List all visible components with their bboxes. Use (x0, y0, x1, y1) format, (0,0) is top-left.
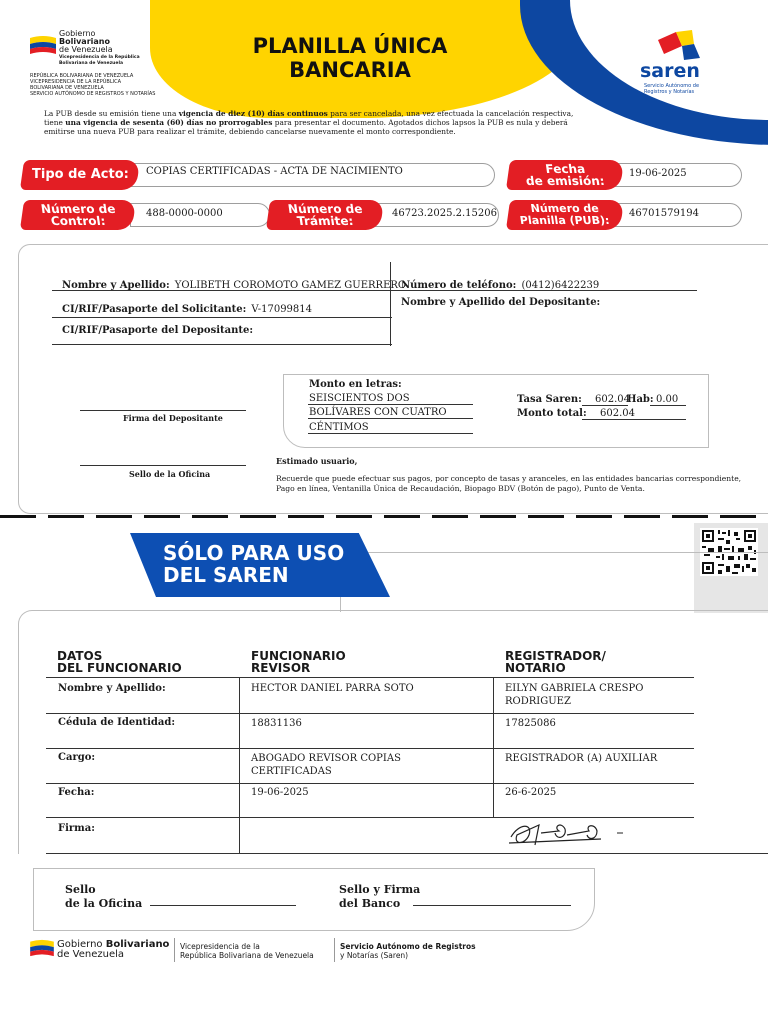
gov-logo-line2: Bolivariano (59, 37, 110, 46)
tipo-acto-label: Tipo de Acto: (20, 160, 140, 190)
saren-sub1: Servicio Autónomo de (644, 83, 700, 89)
footer-vice-2: República Bolivariana de Venezuela (180, 951, 314, 960)
uso-saren-title (163, 542, 344, 586)
row-firma-label: Firma: (58, 823, 95, 834)
tasa-label: Tasa Saren: (517, 394, 582, 405)
footer-gov-bold: Bolivariano (105, 939, 170, 950)
inst-line-4: SERVICIO AUTÓNOMO DE REGISTROS Y NOTARÍAS (30, 91, 156, 97)
total-label: Monto total: (517, 408, 587, 419)
notice-part2: para ser cancelada, una vez efectuada la cancelación respectiva, tiene (44, 109, 574, 127)
footer-saren (340, 942, 476, 960)
hab-value: 0.00 (656, 394, 679, 405)
title-line2: BANCARIA (289, 58, 411, 82)
inst-line-3: BOLIVARIANA DE VENEZUELA (30, 85, 104, 91)
saren-frame (340, 552, 768, 612)
notice-bold1: vigencia de diez (10) días continuos (178, 109, 328, 118)
col-head-revisor-1: FUNCIONARIO (251, 649, 346, 663)
row-fecha-registrador: 26-6-2025 (505, 787, 557, 798)
footer-saren-1: Servicio Autónomo de Registros (340, 942, 476, 951)
gov-logo-sub1: Vicepresidencia de la República (59, 55, 140, 60)
row-nombre-label: Nombre y Apellido: (58, 683, 166, 694)
col-head-registrador-1: REGISTRADOR/ (505, 649, 606, 663)
saren-sub2: Registros y Notarías (644, 89, 695, 95)
row-cargo-revisor: ABOGADO REVISOR COPIAS CERTIFICADAS (251, 753, 401, 777)
footer-flag-icon (30, 938, 54, 958)
total-value: 602.04 (600, 408, 635, 419)
telefono-label: Número de teléfono: (401, 280, 517, 291)
footer-gov-1: Gobierno (57, 939, 106, 950)
control-value: 488-0000-0000 (146, 208, 223, 219)
sello-oficina-2: de la Oficina (65, 897, 143, 910)
sello-oficina-line (80, 465, 246, 466)
sello-oficina-block (65, 883, 142, 911)
inst-line-1: REPÚBLICA BOLIVARIANA DE VENEZUELA (30, 73, 134, 79)
gov-logo-line1: Gobierno (59, 29, 96, 38)
fecha-value: 19-06-2025 (629, 168, 687, 179)
saren-logo (640, 30, 730, 100)
sello-oficina-label: Sello de la Oficina (129, 469, 211, 479)
monto-letras-label: Monto en letras: (309, 379, 402, 390)
registrador-signature (505, 815, 625, 853)
uso-saren-line1: SÓLO PARA USO (163, 541, 345, 565)
institution-lines (30, 73, 155, 97)
gov-logo (30, 30, 140, 70)
firma-depositante-line (80, 410, 246, 411)
col-head-registrador-2: NOTARIO (505, 661, 566, 675)
firma-depositante-label: Firma del Depositante (123, 413, 223, 423)
hab-label: Hab: (627, 394, 654, 405)
sello-banco-1: Sello y Firma (339, 883, 421, 896)
saren-name: saren (640, 60, 700, 82)
ci-solicitante-value: V-17099814 (251, 304, 313, 315)
footer-gov-2: de Venezuela (57, 949, 125, 960)
footer-vice (180, 942, 314, 960)
row-nombre-revisor: HECTOR DANIEL PARRA SOTO (251, 683, 414, 694)
col-head-datos-1: DATOS (57, 649, 103, 663)
depositante-ci-label: CI/RIF/Pasaporte del Depositante: (62, 325, 254, 336)
nombre-label: Nombre y Apellido: (62, 280, 170, 291)
sello-oficina-1: Sello (65, 883, 96, 896)
row-fecha-label: Fecha: (58, 787, 95, 798)
ci-solicitante-label: CI/RIF/Pasaporte del Solicitante: (62, 304, 247, 315)
footer-gov-logo (30, 936, 170, 962)
estimado-title: Estimado usuario, (276, 456, 358, 466)
col-head-datos-2: DEL FUNCIONARIO (57, 661, 182, 675)
control-label: Número de Control: (20, 200, 136, 230)
fecha-label: Fecha de emisión: (506, 160, 624, 190)
page-title (200, 34, 500, 82)
col-head-datos (57, 650, 182, 674)
notice-part1: La PUB desde su emisión tiene una (44, 109, 179, 118)
gov-logo-line3: de Venezuela (59, 45, 113, 54)
planilla-value: 46701579194 (629, 208, 699, 219)
row-fecha-revisor: 19-06-2025 (251, 787, 309, 798)
row-cargo-registrador: REGISTRADOR (A) AUXILIAR (505, 753, 658, 764)
cut-line (0, 515, 768, 518)
tramite-label: Número de Trámite: (266, 200, 384, 230)
uso-saren-line2: DEL SAREN (163, 563, 289, 587)
sello-banco-2: del Banco (339, 897, 401, 910)
tramite-value: 46723.2025.2.15206 (392, 208, 497, 219)
title-line1: PLANILLA ÚNICA (252, 34, 448, 58)
notice-bold2: una vigencia de sesenta (60) días no prorrogables (65, 118, 273, 127)
row-nombre-registrador: EILYN GABRIELA CRESPO RODRIGUEZ (505, 683, 644, 707)
monto-letras-line1: SEISCIENTOS DOS (309, 393, 410, 404)
footer-vice-1: Vicepresidencia de la (180, 942, 260, 951)
col-head-revisor (251, 650, 346, 674)
monto-letras-line2: BOLÍVARES CON CUATRO (309, 407, 447, 418)
footer-saren-2: y Notarías (Saren) (340, 951, 409, 960)
col-head-revisor-2: REVISOR (251, 661, 311, 675)
gov-logo-sub2: Bolivariana de Venezuela (59, 61, 124, 66)
estimado-body: Recuerde que puede efectuar sus pagos, por concepto de tasas y aranceles, en las entidades bancarias correspondiente, Pago en línea, Ventanilla Única de Recaudación, Biopago BDV (Botón de pago), Punto de Venta. (276, 474, 742, 493)
row-cedula-label: Cédula de Identidad: (58, 717, 176, 728)
depositante-nombre-label: Nombre y Apellido del Depositante: (401, 297, 601, 308)
notice-part3: para presentar el documento. Agotados dichos lapsos la PUB es nula y deberá emitirse una nueva PUB para realizar el trámite, debiendo cancelarse nuevamente el monto correspondiente. (44, 118, 568, 136)
validity-notice (44, 109, 584, 136)
sello-banco-block (339, 883, 420, 911)
planilla-label: Número de Planilla (PUB): (506, 200, 624, 230)
tasa-value: 602.04 (595, 394, 630, 405)
col-head-registrador (505, 650, 606, 674)
row-cargo-label: Cargo: (58, 752, 96, 763)
row-cedula-revisor: 18831136 (251, 718, 302, 729)
inst-line-2: VICEPRESIDENCIA DE LA REPÚBLICA (30, 79, 121, 85)
telefono-value: (0412)6422239 (521, 280, 600, 291)
row-cedula-registrador: 17825086 (505, 718, 556, 729)
tipo-acto-value: COPIAS CERTIFICADAS - ACTA DE NACIMIENTO (146, 166, 403, 177)
nombre-value: YOLIBETH COROMOTO GAMEZ GUERRERO (174, 280, 407, 291)
saren-emblem-icon (654, 30, 704, 62)
monto-letras-line3: CÉNTIMOS (309, 422, 369, 433)
venezuela-flag-icon (30, 34, 56, 56)
